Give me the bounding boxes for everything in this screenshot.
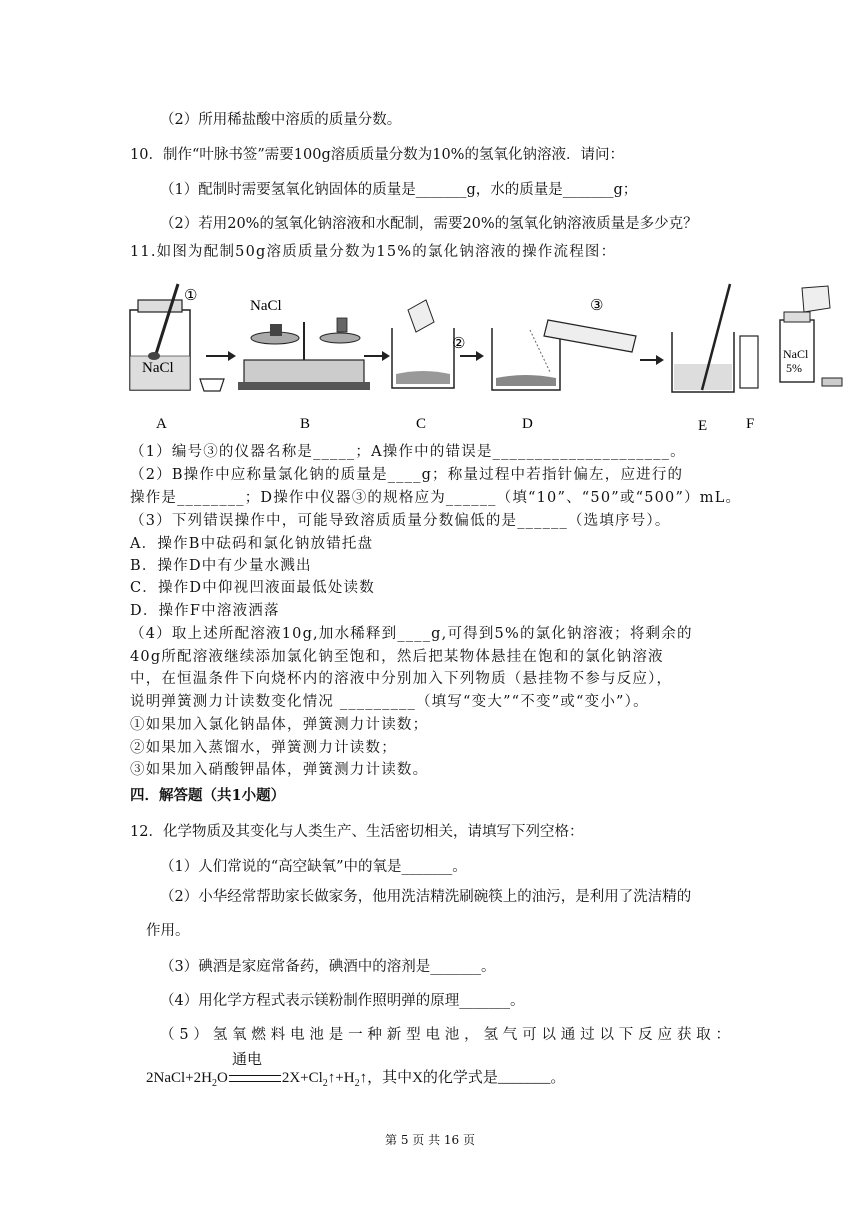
nacl-bottle-label: NaCl [142,360,174,376]
figure-f-bottle [740,336,758,388]
sub-item-2: ②如果加入蒸馏水，弹簧测力计读数； [130,740,397,756]
arrow-3 [460,351,484,361]
question-10: 10．制作“叶脉书签”需要100g溶质质量分数为10%的氢氧化钠溶液．请问： [130,147,624,163]
q11-part4c: 中，在恒温条件下向烧杯内的溶液中分别加入下列物质（悬挂物不参与反应）， [130,671,673,687]
q12-part4: （4）用化学方程式表示镁粉制作照明弹的原理_______。 [160,993,525,1009]
q12-part2a: （2）小华经常帮助家长做家务，他用洗洁精洗刷碗筷上的油污，是利用了洗洁精的 [160,889,692,905]
text-line: （2）所用稀盐酸中溶质的质量分数。 [160,112,402,128]
arrow-2 [364,351,390,361]
f-nacl-label: NaCl [783,347,809,361]
arrow-1 [206,351,236,361]
page-footer: 第 5 页 共 16 页 [385,1133,475,1147]
option-b: B．操作D中有少量水溅出 [130,558,312,574]
figure-e-beaker-rod [672,284,734,392]
label-num-2: ② [452,336,466,352]
option-a: A．操作B中砝码和氯化钠放错托盘 [130,536,374,552]
label-num-1: ① [184,288,198,304]
eq-condition: 通电 [232,1050,263,1068]
figure-b-balance [238,298,370,390]
chemical-equation [146,1048,746,1088]
sub-item-1: ①如果加入氯化钠晶体，弹簧测力计读数； [130,717,429,733]
label-c: C [416,416,427,432]
q12-part5: （5）氢氧燃料电池是一种新型电池，氢气可以通过以下反应获取： [160,1027,730,1043]
figure-d-beaker-cylinder [492,298,636,390]
experiment-flow-figure [120,276,760,436]
label-d: D [522,416,533,432]
figure-c-beaker [392,300,465,388]
q12-part1: （1）人们常说的“高空缺氧”中的氧是_______。 [160,859,467,875]
label-f: F [746,416,755,432]
text-line: （2）若用20%的氢氧化钠溶液和水配制，需要20%的氢氧化钠溶液质量是多少克？ [160,216,698,232]
option-d: D．操作F中溶液洒落 [130,603,280,619]
label-e: E [698,418,708,434]
option-c: C．操作D中仰视凹液面最低处读数 [130,580,375,596]
eq-left: 2NaCl+2H [146,1070,212,1086]
label-num-3: ③ [590,298,604,314]
eq-double-line [229,1075,281,1082]
q11-part4b: 40g所配溶液继续添加氯化钠至饱和，然后把某物体悬挂在饱和的氯化钠溶液 [130,649,664,665]
section-heading: 四．解答题（共1小题） [130,787,286,804]
label-a: A [156,416,167,432]
figure-f-detail [772,282,848,410]
question-12: 12．化学物质及其变化与人类生产、生活密切相关，请填写下列空格： [130,824,584,840]
arrow-4 [640,355,664,365]
nacl-label: NaCl [250,298,282,314]
text-line: （1）配制时需要氢氧化钠固体的质量是_______g，水的质量是_______g； [160,182,638,198]
q11-part2b: 操作是________；D操作中仪器③的规格应为______（填“10”、“50”或“500”）mL。 [130,490,742,506]
q11-part3: （3）下列错误操作中，可能导致溶质质量分数偏低的是______（选填序号）。 [130,513,671,529]
f-percent-label: 5% [786,361,802,375]
q11-part4a: （4）取上述所配溶液10g,加水稀释到____g,可得到5%的氯化钠溶液；将剩余的 [130,626,693,642]
figure-a-bottle [130,284,224,391]
sub-item-3: ③如果加入硝酸钾晶体，弹簧测力计读数。 [130,762,429,778]
eq-right: 2X+Cl [281,1070,323,1086]
question-11: 11.如图为配制50g溶质质量分数为15%的氯化钠溶液的操作流程图： [130,244,617,260]
q11-part4d: 说明弹簧测力计读数变化情况 _________（填写“变大”“不变”或“变小”）。 [130,694,649,710]
label-b: B [300,416,311,432]
equation-line [146,1068,565,1094]
eq-arrow: ↑+H [327,1070,355,1086]
q11-part2a: （2）B操作中应称量氯化钠的质量是____g；称量过程中若指针偏左，应进行的 [130,467,684,483]
eq-o: O [216,1070,228,1086]
q11-part1: （1）编号③的仪器名称是_____；A操作中的错误是_____________________。 [130,444,686,460]
eq-sub: 2 [211,1078,217,1089]
q12-part2b: 作用。 [146,923,190,939]
figure-labels [156,416,754,434]
q12-part3: （3）碘酒是家庭常备药，碘酒中的溶剂是_______。 [160,959,496,975]
eq-tail: ↑，其中X的化学式是_______。 [359,1070,566,1086]
eq-sub: 2 [354,1078,360,1089]
eq-sub: 2 [322,1078,328,1089]
